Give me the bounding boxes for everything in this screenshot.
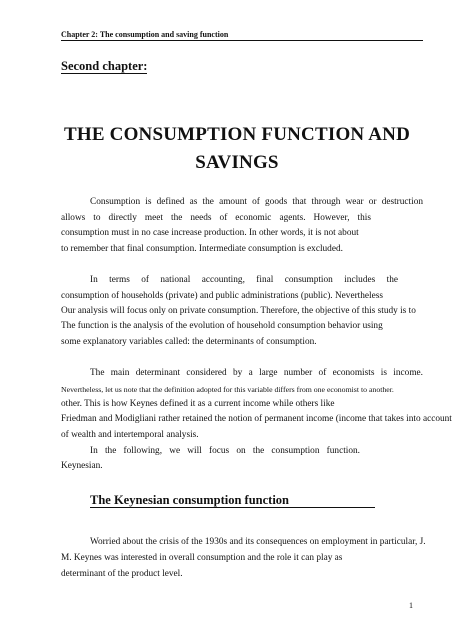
section-heading-text: The Keynesian consumption function [90, 494, 375, 508]
paragraph-line: consumption of households (private) and public administrations (public). Nevertheless [61, 291, 383, 301]
paragraph-line: of wealth and intertemporal analysis. [61, 430, 199, 440]
paragraph-line: The main determinant considered by a large number of economists is income. [90, 368, 423, 378]
paragraph-line: consumption must in no case increase production. In other words, it is not about [61, 228, 359, 238]
header-rule [61, 40, 423, 41]
paragraph-line: Keynesian. [61, 461, 103, 471]
paragraph-line: Worried about the crisis of the 1930s and its consequences on employment in particular, J. [90, 537, 426, 547]
paragraph-line: The function is the analysis of the evolution of household consumption behavior using [61, 321, 383, 331]
paragraph-line: M. Keynes was interested in overall consumption and the role it can play as [61, 553, 343, 563]
paragraph-line: to remember that final consumption. Intermediate consumption is excluded. [61, 244, 343, 254]
title-line-2: SAVINGS [195, 152, 279, 173]
paragraph-line: Our analysis will focus only on private consumption. Therefore, the objective of this study is to [61, 306, 416, 316]
chapter-label-text: Second chapter: [61, 59, 148, 73]
paragraph-line: In the following, we will focus on the consumption function. [90, 446, 360, 456]
paragraph-line: Friedman and Modigliani rather retained the notion of permanent income (income that takes into account [61, 414, 452, 424]
title-line-1: THE CONSUMPTION FUNCTION AND [63, 124, 411, 145]
paragraph-line: some explanatory variables called: the determinants of consumption. [61, 337, 317, 347]
paragraph-line: determinant of the product level. [61, 569, 183, 579]
running-header: Chapter 2: The consumption and saving function [61, 30, 229, 39]
chapter-label [61, 59, 147, 74]
paragraph-line: Nevertheless, let us note that the definition adopted for this variable differs from one economist to another. [61, 385, 394, 394]
page-number: 1 [409, 601, 413, 610]
paragraph-line: Consumption is defined as the amount of goods that through wear or destruction [90, 197, 423, 207]
paragraph-line: other. This is how Keynes defined it as a current income while others like [61, 399, 335, 409]
paragraph-line: In terms of national accounting, final consumption includes the [90, 275, 398, 285]
section-heading [90, 493, 375, 508]
paragraph-line: allows to directly meet the needs of economic agents. However, this [61, 213, 371, 223]
